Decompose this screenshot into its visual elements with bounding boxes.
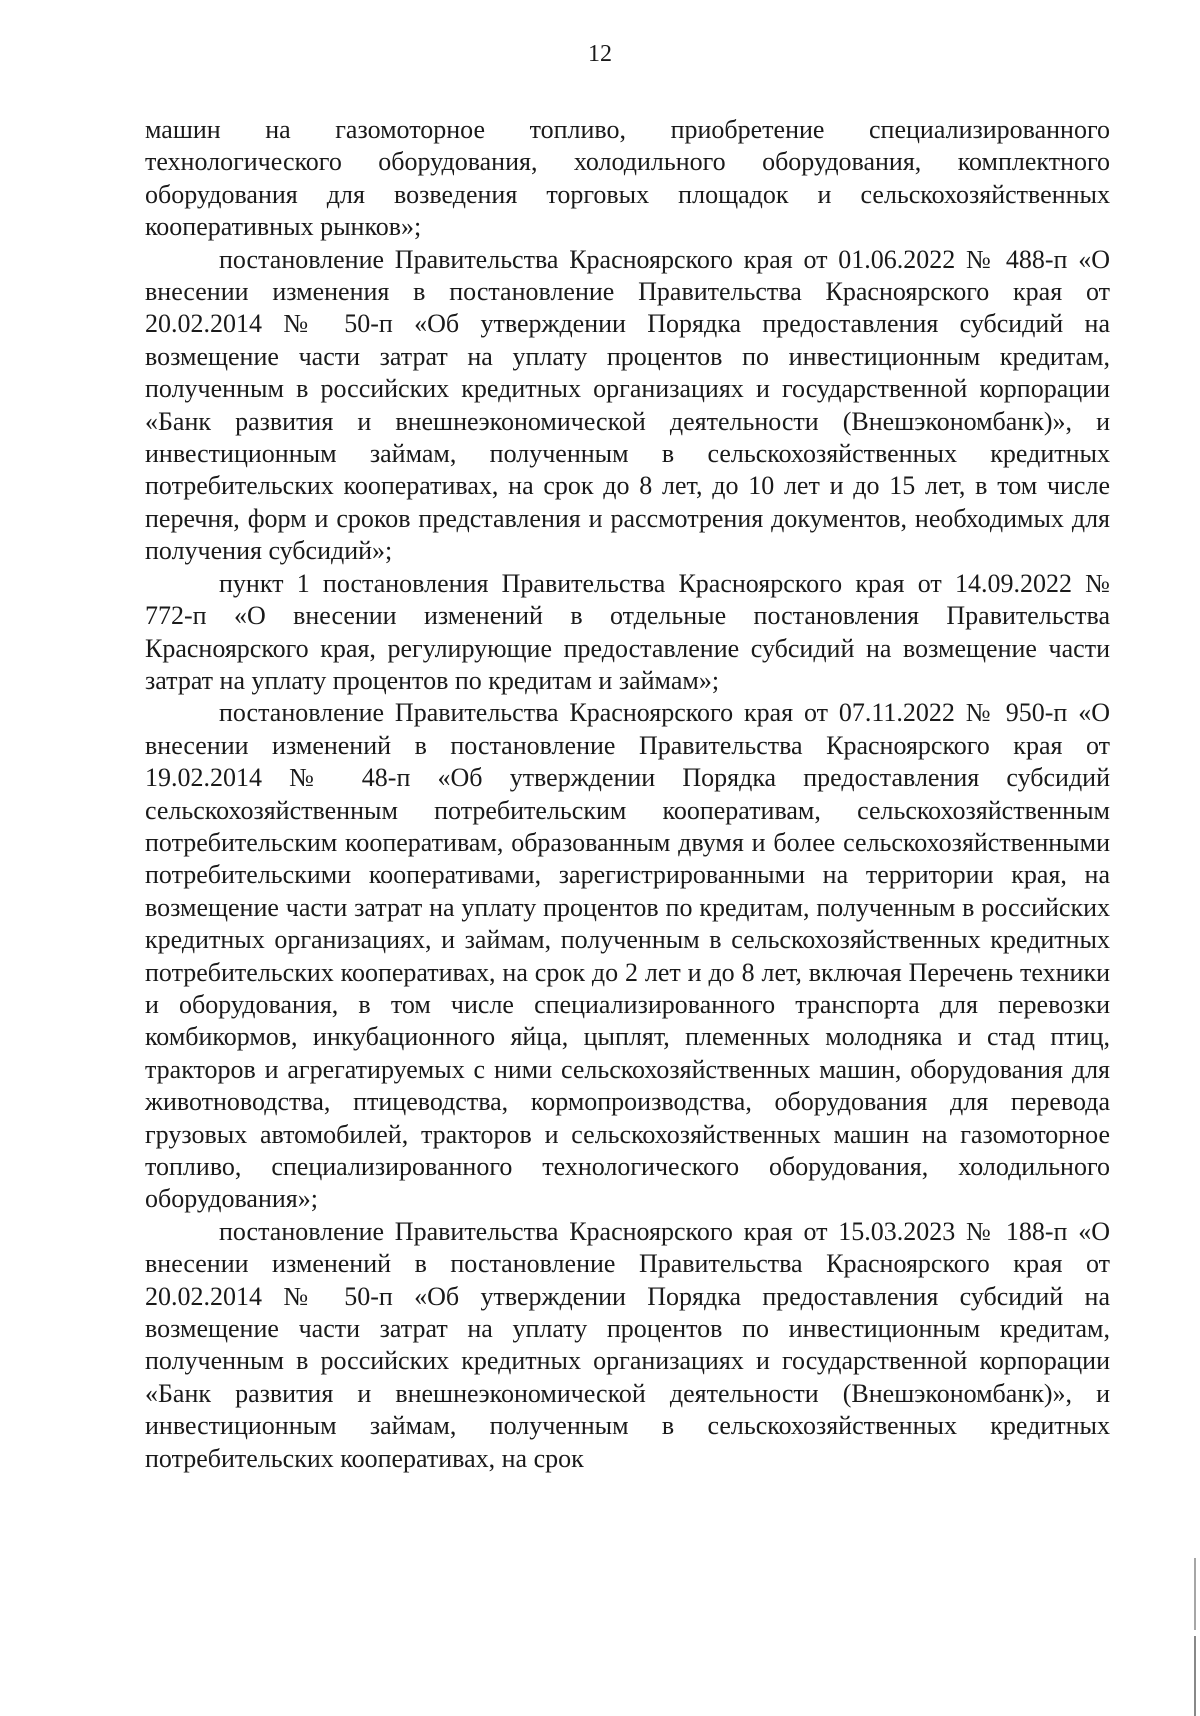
document-body — [145, 114, 1110, 1475]
paragraph-resolution-950: постановление Правительства Красноярского края от 07.11.2022 № 950-п «О внесении изменений в постановление Правительства Красноярского края от 19.02.2014 № 48-п «Об утверждении Порядка предоставления субсидий сельскохозяйственным потребительским кооперативам, сельскохозяйственным потребительским кооперативам, образованным двумя и более сельскохозяйственными потребительскими кооперативами, зарегистрированными на территории края, на возмещение части затрат на уплату процентов по кредитам, полученным в российских кредитных организациях, и займам, полученным в сельскохозяйственных кредитных потребительских кооперативах, на срок до 2 лет и до 8 лет, включая Перечень техники и оборудования, в том числе специализированного транспорта для перевозки комбикормов, инкубационного яйца, цыплят, племенных молодняка и стад птиц, тракторов и агрегатируемых с ними сельскохозяйственных машин, оборудования для животноводства, птицеводства, кормопроизводства, оборудования для перевода грузовых автомобилей, тракторов и сельскохозяйственных машин на газомоторное топливо, специализированного технологического оборудования, холодильного оборудования»; — [145, 698, 1110, 1214]
paragraph-resolution-772: пункт 1 постановления Правительства Красноярского края от 14.09.2022 № 772-п «О внесении изменений в отдельные постановления Правительства Красноярского края, регулирующие предоставление субсидий на возмещение части затрат на уплату процентов по кредитам и займам»; — [145, 568, 1110, 695]
paragraph-resolution-488: постановление Правительства Красноярского края от 01.06.2022 № 488-п «О внесении изменения в постановление Правительства Красноярского края от 20.02.2014 № 50-п «Об утверждении Порядка предоставления субсидий на возмещение части затрат на уплату процентов по инвестиционным кредитам, полученным в российских кредитных организациях и государственной корпорации «Банк развития и внешнеэкономической деятельности (Внешэкономбанк)», и инвестиционным займам, полученным в сельскохозяйственных кредитных потребительских кооперативах, на срок до 8 лет, до 10 лет и до 15 лет, в том числе перечня, форм и сроков представления и рассмотрения документов, необходимых для получения субсидий»; — [145, 244, 1110, 566]
page-number: 12 — [588, 41, 612, 67]
scan-edge-mark — [1194, 1558, 1196, 1630]
paragraph-resolution-188: постановление Правительства Красноярского края от 15.03.2023 № 188-п «О внесении изменений в постановление Правительства Красноярского края от 20.02.2014 № 50-п «Об утверждении Порядка предоставления субсидий на возмещение части затрат на уплату процентов по инвестиционным кредитам, полученным в российских кредитных организациях и государственной корпорации «Банк развития и внешнеэкономической деятельности (Внешэкономбанк)», и инвестиционным займам, полученным в сельскохозяйственных кредитных потребительских кооперативах, на срок — [145, 1216, 1110, 1473]
paragraph-continuation: машин на газомоторное топливо, приобретение специализированного технологического оборудования, холодильного оборудования, комплектного оборудования для возведения торговых площадок и сельскохозяйственных кооперативных рынков»; — [145, 115, 1110, 242]
scan-edge-mark — [1194, 1636, 1196, 1716]
